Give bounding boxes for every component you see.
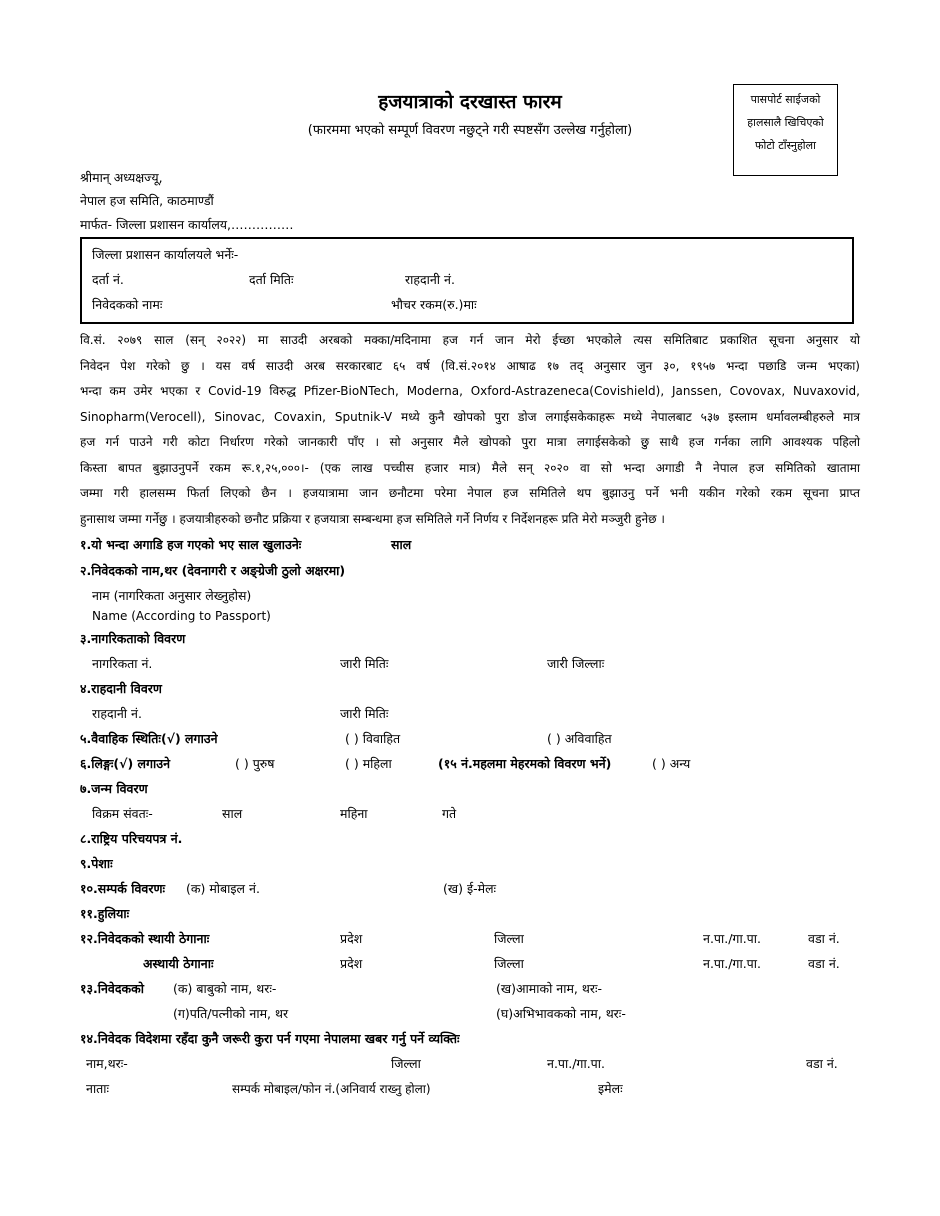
spouse-name-field[interactable]: (ग)पति/पत्नीको नाम, थर: [173, 1006, 289, 1021]
office-box-heading: जिल्ला प्रशासन कार्यालयले भर्नेः-: [92, 247, 239, 262]
paragraph-line: निवेदन पेश गरेको छु । यस वर्ष साउदी अरब सरकारबाट ६५ वर्ष (वि.सं.२०१४ आषाढ १७ तद् अनुसार जुन ३०, १९५७ भन्दा पछाडि जन्म भएका): [80, 358, 860, 373]
applicant-name-label: निवेदकको नामः: [92, 297, 163, 312]
photo-box-line: हालसालै खिचिएको: [747, 116, 824, 129]
citizenship-district-field[interactable]: जारी जिल्लाः: [547, 656, 605, 671]
photo-box-line: पासपोर्ट साईजको: [750, 93, 821, 106]
birth-samvat-label: विक्रम संवतः-: [92, 806, 153, 821]
form-title: हजयात्राको दरखास्त फारम: [378, 91, 562, 113]
darta-no-label: दर्ता नं.: [92, 272, 124, 287]
q2-label: २.निवेदकको नाम,थर (देवनागरी र अङ्ग्रेजी ठुलो अक्षरमा): [80, 563, 346, 578]
perm-ward-field[interactable]: वडा नं.: [808, 931, 840, 946]
name-np-field[interactable]: नाम (नागरिकता अनुसार लेख्नुहोस): [92, 588, 252, 603]
q12-label: १२.निवेदकको स्थायी ठेगानाः: [80, 931, 210, 946]
temp-district-field[interactable]: जिल्ला: [494, 956, 524, 971]
paragraph-line: Sinopharm(Verocell), Sinovac, Covaxin, Sputnik-V मध्ये कुनै खोपको पुरा डोज लगाईसकेकाहरू मध्ये नेपालबाट ५३७ इस्लाम धर्मावलम्बीहरुले मात्र: [80, 409, 860, 424]
contact-district-field[interactable]: जिल्ला: [391, 1056, 421, 1071]
father-name-field[interactable]: (क) बाबुको नाम, थरः-: [173, 981, 277, 996]
temp-ward-field[interactable]: वडा नं.: [808, 956, 840, 971]
other-gender-checkbox[interactable]: ( ) अन्य: [652, 756, 691, 771]
temp-municipality-field[interactable]: न.पा./गा.पा.: [703, 956, 761, 971]
darta-miti-label: दर्ता मितिः: [249, 272, 294, 287]
q3-label: ३.नागरिकताको विवरण: [80, 631, 186, 646]
perm-municipality-field[interactable]: न.पा./गा.पा.: [703, 931, 761, 946]
paragraph-line: किस्ता बापत बुझाउनुपर्ने रकम रू.१,२५,०००।- (एक लाख पच्चीस हजार मात्र) मैले सन् २०२० वा सो भन्दा अगाडी नै नेपाल हज समितिको खातामा: [80, 460, 860, 475]
paragraph-line: हज गर्न पाउने गरी कोटा निर्धारण गरेको जानकारी पाँए । सो अनुसार मैले खोपको पुरा मात्रा लगाईसकेको छु साथै हज गर्नका लागि आवश्यक पहिलो: [80, 435, 860, 449]
q1-label: १.यो भन्दा अगाडि हज गएको भए साल खुलाउनेः: [80, 537, 302, 552]
occupation-field[interactable]: ९.पेशाः: [80, 856, 113, 871]
paragraph-line: वि.सं. २०७९ साल (सन् २०२२) मा साउदी अरबको मक्का/मदिनामा हज गर्न जान मेरो ईच्छा भएकोले त्यस समितिबाट प्रकाशित सूचना अनुसार यो: [80, 333, 860, 347]
declaration-paragraph: [80, 328, 860, 532]
paragraph-line: भन्दा कम उमेर भएका र Covid-19 विरुद्ध Pfizer-BioNTech, Moderna, Oxford-Astrazeneca(Covishield), Janssen, Covovax, Nuvaxovid,: [80, 384, 860, 398]
birth-month-field[interactable]: महिना: [340, 806, 368, 821]
guardian-name-field[interactable]: (घ)अभिभावकको नाम, थरः-: [496, 1006, 626, 1021]
passport-no-field[interactable]: राहदानी नं.: [92, 706, 142, 721]
citizenship-no-field[interactable]: नागरिकता नं.: [92, 656, 153, 671]
unmarried-checkbox[interactable]: ( ) अविवाहित: [547, 731, 612, 746]
temp-province-field[interactable]: प्रदेश: [340, 956, 363, 971]
perm-district-field[interactable]: जिल्ला: [494, 931, 524, 946]
q4-label: ४.राहदानी विवरण: [80, 681, 162, 696]
voucher-label: भौचर रकम(रु.)माः: [391, 297, 477, 312]
q13-label: १३.निवेदकको: [80, 981, 144, 996]
email-field[interactable]: (ख) ई-मेलः: [443, 881, 497, 896]
photo-box-line: फोटो टाँस्नुहोला: [755, 139, 816, 152]
female-checkbox[interactable]: ( ) महिला: [345, 756, 392, 771]
address-line-3: मार्फत- जिल्ला प्रशासन कार्यालय,……………: [80, 217, 294, 232]
contact-name-field[interactable]: नाम,थरः-: [86, 1056, 128, 1071]
passport-date-field[interactable]: जारी मितिः: [340, 706, 389, 721]
temp-address-label: अस्थायी ठेगानाः: [143, 956, 214, 971]
office-rahadani-label: राहदानी नं.: [405, 272, 455, 287]
name-en-field[interactable]: Name (According to Passport): [92, 609, 271, 623]
address-line-2: नेपाल हज समिति, काठमाण्डौं: [80, 193, 214, 208]
paragraph-line: जम्मा गरी हालसम्म फिर्ता लिएको छैन । हजयात्रामा जान छनौटमा परेमा नेपाल हज समितिले थप बुझाउनु पर्ने भनी यकीन गरेको रकम सूचना प्राप्त: [80, 486, 860, 500]
contact-phone-field[interactable]: सम्पर्क मोबाइल/फोन नं.(अनिवार्य राख्नु होला): [232, 1082, 431, 1096]
photo-box[interactable]: [733, 84, 838, 176]
q6-label: ६.लिङ्गः(√) लगाउने: [80, 756, 171, 771]
mobile-field[interactable]: (क) मोबाइल नं.: [186, 881, 260, 896]
appearance-field[interactable]: ११.हुलियाः: [80, 906, 130, 921]
mehram-note: (१५ नं.महलमा मेहरमको विवरण भर्ने): [438, 756, 612, 771]
q14-label: १४.निवेदक विदेशमा रहँदा कुनै जरूरी कुरा पर्न गएमा नेपालमा खबर गर्नु पर्ने व्यक्तिः: [80, 1031, 460, 1046]
birth-day-field[interactable]: गते: [442, 806, 457, 821]
citizenship-date-field[interactable]: जारी मितिः: [340, 656, 389, 671]
q1-suffix: साल: [391, 537, 412, 552]
male-checkbox[interactable]: ( ) पुरुष: [235, 756, 275, 771]
contact-ward-field[interactable]: वडा नं.: [806, 1056, 838, 1071]
birth-year-field[interactable]: साल: [222, 806, 243, 821]
national-id-field[interactable]: ८.राष्ट्रिय परिचयपत्र नं.: [80, 831, 183, 846]
paragraph-line: हुनासाथ जम्मा गर्नेछु । हजयात्रीहरुको छनौट प्रक्रिया र हजयात्रा सम्बन्धमा हज समितिले गर्ने निर्णय र निर्देशनहरू प्रति मेरो मञ्जुरी हुनेछ ।: [80, 511, 665, 526]
address-line-1: श्रीमान् अध्यक्षज्यू,: [80, 170, 163, 185]
perm-province-field[interactable]: प्रदेश: [340, 931, 363, 946]
contact-email-field[interactable]: इमेलः: [598, 1081, 623, 1096]
contact-relation-field[interactable]: नाताः: [86, 1081, 110, 1096]
mother-name-field[interactable]: (ख)आमाको नाम, थरः-: [496, 981, 603, 996]
form-subtitle: (फारममा भएको सम्पूर्ण विवरण नछुट्ने गरी स्पष्टसँग उल्लेख गर्नुहोला): [307, 123, 633, 138]
q10-label: १०.सम्पर्क विवरणः: [80, 881, 166, 896]
q5-label: ५.वैवाहिक स्थितिः(√) लगाउने: [80, 731, 218, 746]
married-checkbox[interactable]: ( ) विवाहित: [345, 731, 401, 746]
contact-municipality-field[interactable]: न.पा./गा.पा.: [547, 1056, 605, 1071]
q7-label: ७.जन्म विवरण: [80, 781, 148, 796]
